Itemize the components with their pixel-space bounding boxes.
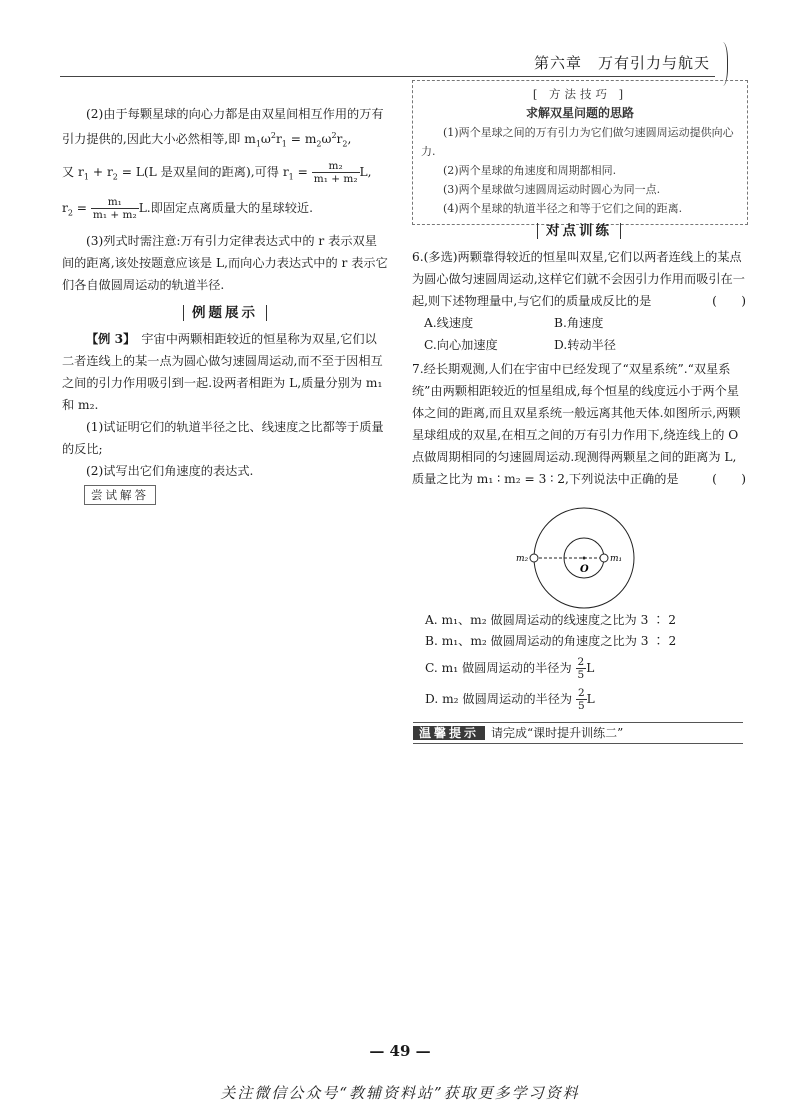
question-6-choices <box>412 312 746 356</box>
example-3: 【例 3】 宇宙中两颗相距较近的恒星称为双星,它们以二者连线上的某一点为圆心做匀速圆周运动,而不至于因相互之间的引力作用吸引到一起.设两者相距为 L,质量分别为 m₁ 和 m₂. <box>62 332 383 413</box>
choice-d[interactable]: D.转动半径 <box>554 338 616 352</box>
method-item: (2)两个星球的角速度和周期都相同. <box>443 164 617 177</box>
label-o: O <box>580 564 589 575</box>
paragraph-2-r2: $r_2$ = $\frac{\text{m₁}}{\text{m₁ + m₂}}$ L.即固定点离质量大的星球较近. <box>62 195 313 221</box>
choice-c[interactable]: C. m₁ 做圆周运动的半径为 $\frac{2}{5}$ L <box>425 656 595 681</box>
fraction-r2: $\frac{\text{m₁}}{\text{m₁ + m₂}}$ <box>92 195 137 221</box>
choice-c[interactable]: C.向心加速度 <box>424 338 498 352</box>
section-title-training: 对点训练 <box>412 220 746 242</box>
question-7: 7.经长期观测,人们在宇宙中已经发现了“双星系统”.“双星系统”由两颗相距较近的恒星组成,每个恒星的线度远小于两个星体之间的距离,而且双星系统一般远离其他天体.如图所示,两颗星球组成的双星,在相互之间的万有引力作用下,绕连线上的 O 点做周期相同的匀速圆周运动.现测得两颗星之间的距离为 L,质量之比为 m₁ ∶ m₂ = 3 ∶ 2,下列说法中正确的是 ( ) <box>412 362 746 486</box>
method-box <box>412 80 748 225</box>
paragraph-3: (3)列式时需注意:万有引力定律表达式中的 r 表示双星间的距离,该处按题意应该是 L,而向心力表达式中的 r 表示它们各自做圆周运动的轨道半径. <box>62 234 388 293</box>
left-column <box>62 103 388 506</box>
question-6: 6.(多选)两颗靠得较近的恒星叫双星,它们以两者连线上的某点为圆心做匀速圆周运动,这样它们就不会因引力作用而吸引在一起,则下述物理量中,与它们的质量成反比的是 ( ) <box>412 250 746 308</box>
example-q2: (2)试写出它们角速度的表达式. <box>86 464 254 479</box>
choice-b[interactable]: B. m₁、m₂ 做圆周运动的角速度之比为 3 ∶ 2 <box>425 634 677 648</box>
choice-a[interactable]: A. m₁、m₂ 做圆周运动的线速度之比为 3 ∶ 2 <box>425 613 677 627</box>
center-point <box>583 557 586 560</box>
header-rule <box>60 76 715 77</box>
binary-star-figure <box>512 506 652 616</box>
method-item: (4)两个星球的轨道半径之和等于它们之间的距离. <box>443 202 683 215</box>
label-m2: m₂ <box>516 554 529 564</box>
footer-text: 关注微信公众号“教辅资料站”获取更多学习资料 <box>220 1084 580 1102</box>
paragraph-2: (2)由于每颗星球的向心力都是由双星间相互作用的万有引力提供的,因此大小必然相等,即 $m_1\omega^2r_1 = m_2\omega^2r_2$, <box>62 107 384 149</box>
example-q1: (1)试证明它们的轨道半径之比、线速度之比都等于质量的反比; <box>62 420 384 457</box>
star-m1 <box>600 554 608 562</box>
star-m2 <box>530 554 538 562</box>
choice-a[interactable]: A.线速度 <box>424 316 474 330</box>
paragraph-2-cont: 又 $r_1 + r_2 = L(L$ 是双星间的距离),可得 $r_1$ = $\frac{\text{m₂}}{\text{m₁ + m₂}}$ L, <box>62 159 372 185</box>
label-m1: m₁ <box>610 554 623 564</box>
tip-text: 请完成“课时提升训练二” <box>491 726 624 740</box>
method-tag: [ 方法技巧 ] <box>532 87 628 101</box>
chapter-header: 第六章 万有引力与航天 <box>533 54 710 72</box>
method-item: (1)两个星球之间的万有引力为它们做匀速圆周运动提供向心力. <box>421 126 734 158</box>
right-column <box>412 220 746 490</box>
choice-d[interactable]: D. m₂ 做圆周运动的半径为 $\frac{2}{5}$ L <box>425 687 595 712</box>
page-number: — 49 — <box>369 1042 431 1060</box>
fraction-r1: $\frac{\text{m₂}}{\text{m₁ + m₂}}$ <box>313 159 358 185</box>
method-item: (3)两个星球做匀速圆周运动时圆心为同一点. <box>443 183 661 196</box>
try-answer: 尝试解答 <box>62 484 388 506</box>
choice-b[interactable]: B.角速度 <box>554 316 604 330</box>
section-title-examples: 例题展示 <box>62 302 388 324</box>
tip-label: 温馨提示 <box>413 726 485 740</box>
method-title: 求解双星问题的思路 <box>525 106 634 120</box>
question-7-choices <box>425 610 745 712</box>
tip-bar <box>413 722 743 744</box>
